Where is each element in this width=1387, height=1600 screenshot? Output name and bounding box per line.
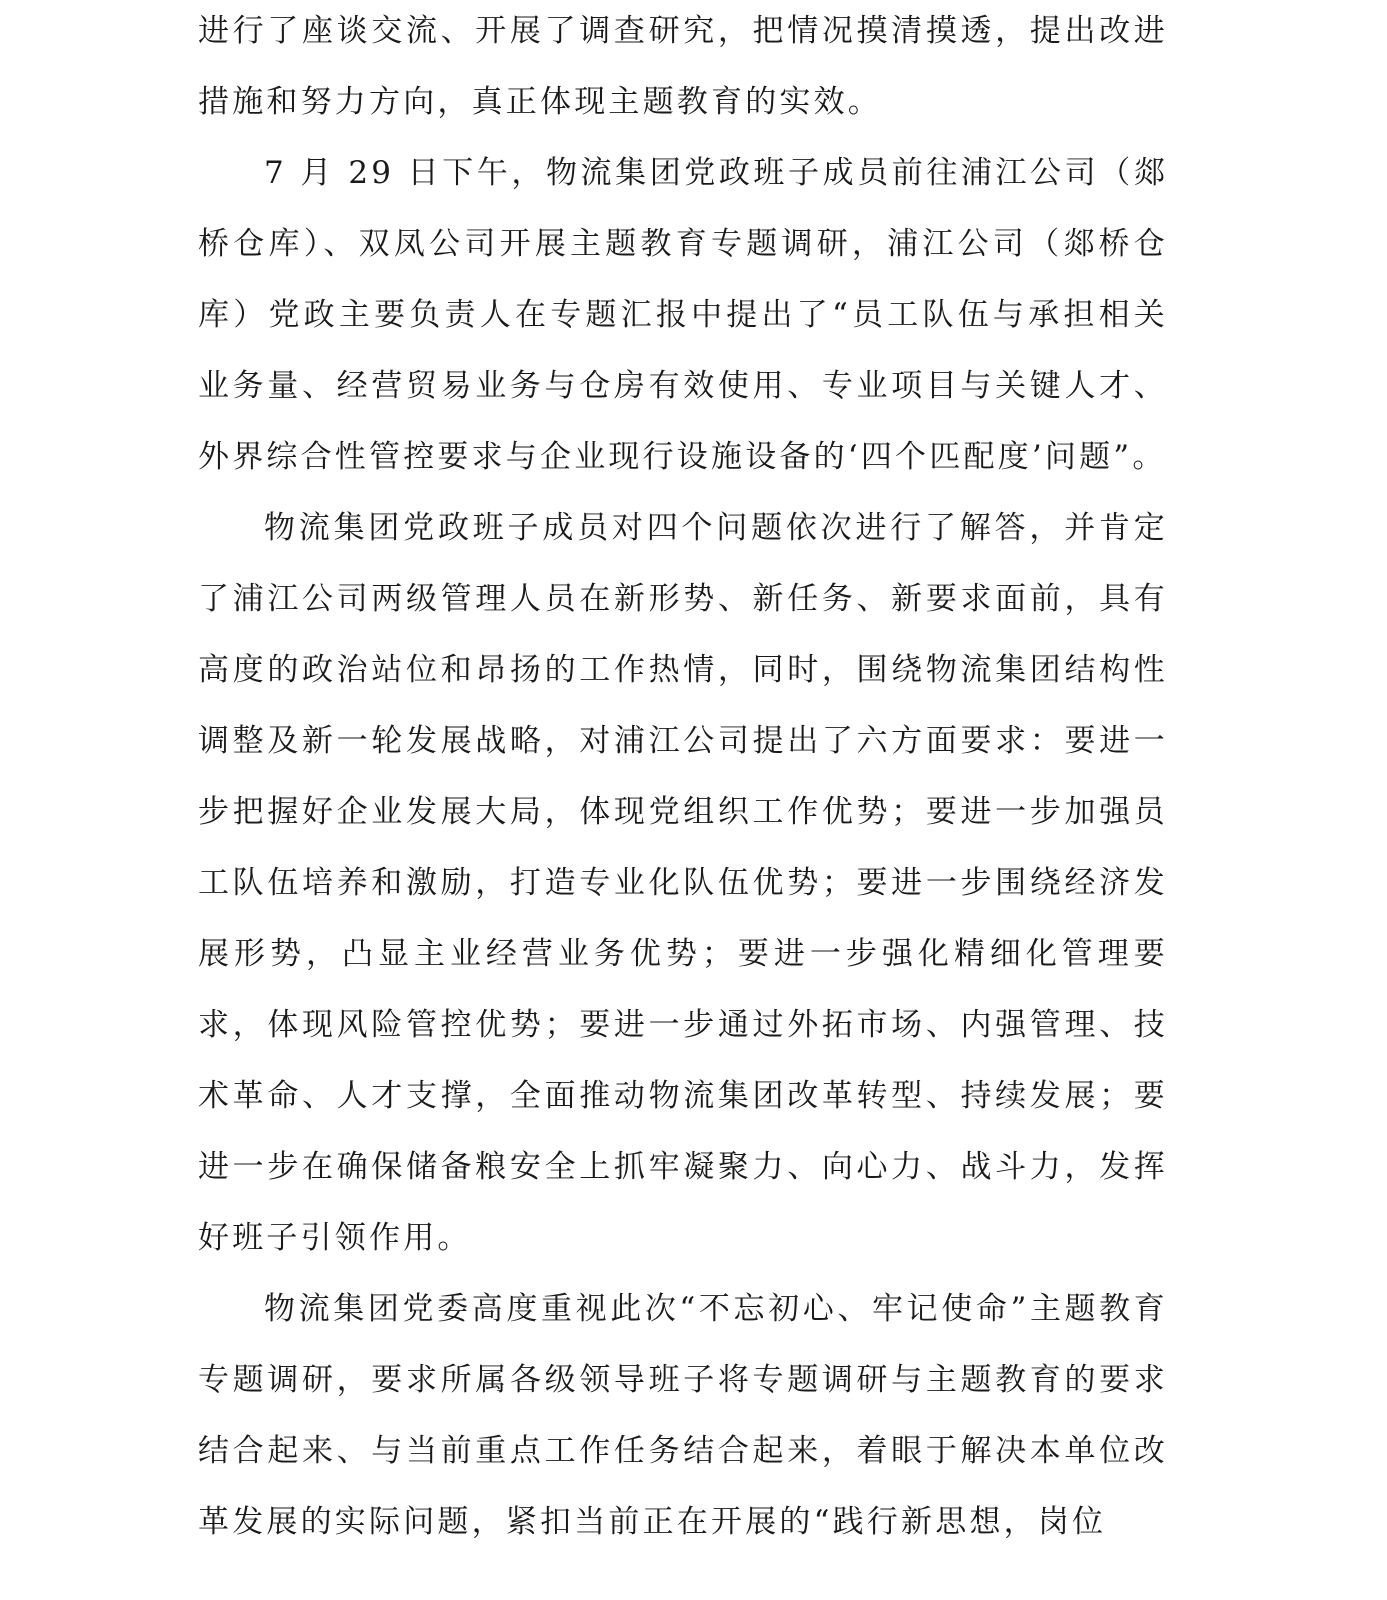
document-body [198,0,1168,1558]
paragraph-party-committee: 物流集团党委高度重视此次“不忘初心、牢记使命”主题教育专题调研，要求所属各级领导班子将专题调研与主题教育的要求结合起来、与当前重点工作任务结合起来，着眼于解决本单位改革发展的实际问题，紧扣当前正在开展的“践行新思想，岗位 [198,1291,1168,1540]
paragraph-research-visit: 7 月 29 日下午，物流集团党政班子成员前往浦江公司（郯桥仓库）、双凤公司开展主题教育专题调研，浦江公司（郯桥仓库）党政主要负责人在专题汇报中提出了“员工队伍与承担相关业务量、经营贸易业务与仓房有效使用、专业项目与关键人才、外界综合性管控要求与企业现行设施设备的‘四个匹配度’问题”。 [198,155,1168,475]
paragraph-requirements: 物流集团党政班子成员对四个问题依次进行了解答，并肯定了浦江公司两级管理人员在新形势、新任务、新要求面前，具有高度的政治站位和昂扬的工作热情，同时，围绕物流集团结构性调整及新一轮发展战略，对浦江公司提出了六方面要求：要进一步把握好企业发展大局，体现党组织工作优势；要进一步加强员工队伍培养和激励，打造专业化队伍优势；要进一步围绕经济发展形势，凸显主业经营业务优势；要进一步强化精细化管理要求，体现风险管控优势；要进一步通过外拓市场、内强管理、技术革命、人才支撑，全面推动物流集团改革转型、持续发展；要进一步在确保储备粮安全上抓牢凝聚力、向心力、战斗力，发挥好班子引领作用。 [198,510,1168,1256]
paragraph-continuation: 进行了座谈交流、开展了调查研究，把情况摸清摸透，提出改进措施和努力方向，真正体现主题教育的实效。 [198,13,1168,120]
